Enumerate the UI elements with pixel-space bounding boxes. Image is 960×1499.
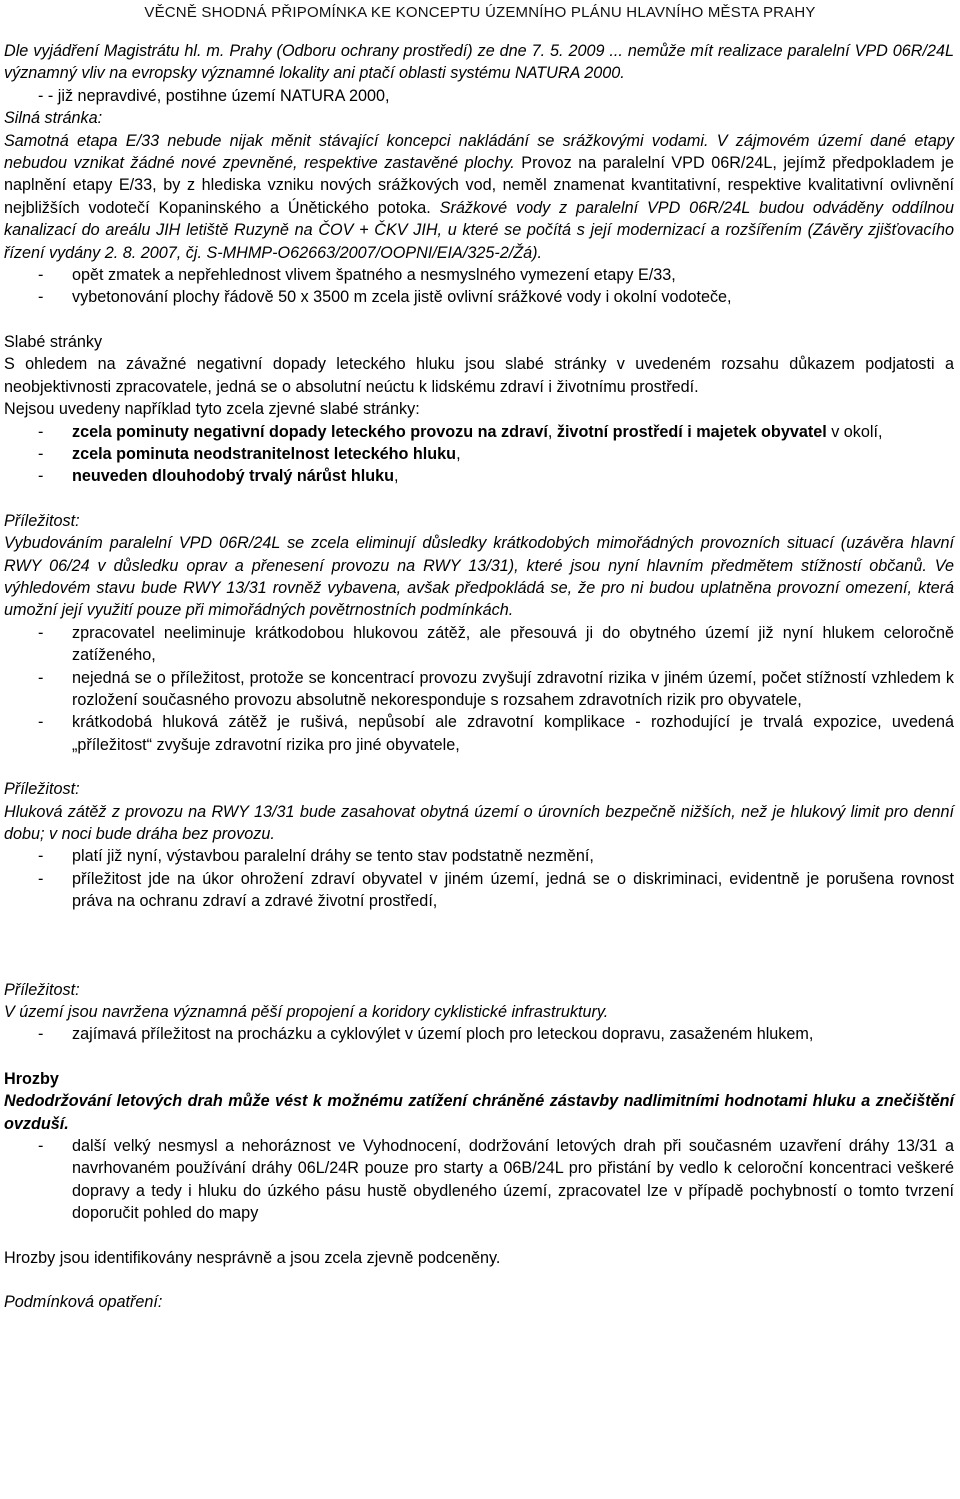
opportunity-heading: Příležitost:	[4, 511, 80, 530]
list-item: - platí již nyní, výstavbou paralelní dráhy se tento stav podstatně nezmění,	[4, 845, 954, 867]
conditions-heading: Podmínková opatření:	[4, 1293, 163, 1312]
list-item: - opět zmatek a nepřehlednost vlivem špatného a nesmyslného vymezení etapy E/33,	[4, 264, 954, 286]
natura-item: - - již nepravdivé, postihne území NATURA 2000,	[38, 86, 390, 105]
opportunity-paragraph: V území jsou navržena významná pěší propojení a koridory cyklistické infrastruktury.	[4, 1003, 609, 1022]
list-item	[4, 443, 954, 465]
list-item: - vybetonování plochy řádově 50 x 3500 m zcela jistě ovlivní srážkové vody i okolní vodoteče,	[4, 286, 954, 308]
threats-paragraph: Nedodržování letových drah může vést k možnému zatížení chráněné zástavby nadlimitními hodnotami hluku a znečištění ovzduší.	[4, 1092, 954, 1133]
list-item	[4, 421, 954, 443]
opportunity-heading: Příležitost:	[4, 780, 80, 799]
opportunity-heading: Příležitost:	[4, 980, 80, 999]
opportunity-comments	[4, 845, 954, 912]
separator-text: ,	[547, 422, 557, 441]
list-item: - zpracovatel neeliminuje krátkodobou hlukovou zátěž, ale přesouvá ji do obytného území již nyní hlukem celoročně zatíženého,	[4, 622, 954, 667]
opportunity-comments	[4, 622, 954, 756]
weakness-intro: Nejsou uvedeny například tyto zcela zjevné slabé stránky:	[4, 400, 420, 419]
opportunity-comments	[4, 1023, 954, 1045]
threats-conclusion: Hrozby jsou identifikovány nesprávně a jsou zcela zjevně podceněny.	[4, 1248, 501, 1267]
intro-paragraph: Dle vyjádření Magistrátu hl. m. Prahy (Odboru ochrany prostředí) ze dne 7. 5. 2009 ... nemůže mít realizace paralelní VPD 06R/24L významný vliv na evropsky významné lokality ani ptačí oblasti systému NATURA 2000.	[4, 42, 954, 83]
threats-comments	[4, 1135, 954, 1225]
bold-text: zcela pominuta neodstranitelnost leteckého hluku	[72, 444, 457, 463]
weakness-paragraph: S ohledem na závažné negativní dopady leteckého hluku jsou slabé stránky v uvedeném rozsahu důkazem podjatosti a neobjektivnosti zpracovatele, jedná se o absolutní neúctu k lidskému zdraví i životnímu prostředí.	[4, 355, 954, 396]
tail-text: v okolí,	[826, 422, 883, 441]
tail-text: ,	[394, 467, 399, 486]
document-body	[4, 40, 954, 1314]
list-item: - další velký nesmysl a nehoráznost ve Vyhodnocení, dodržování letových drah při současném uzavření dráhy 13/31 a navrhovaném používání dráhy 06L/24R pouze pro starty a 06B/24L pro přistání by vedlo k celoroční koncentraci veškeré dopravy a tedy i hluku do úzkého pásu hustě obydleného území, zpracovatel lze v případě pochybností o tomto tvrzení doporučit pohled do mapy	[4, 1135, 954, 1225]
bold-text: neuveden dlouhodobý trvalý nárůst hluku	[72, 467, 394, 486]
threats-heading: Hrozby	[4, 1069, 59, 1088]
list-item: - nejedná se o příležitost, protože se koncentrací provozu zvyšují zdravotní rizika v jiném území, počet stížností vzhledem k rozložení současného provozu absolutně nekoresponduje s rozsahem zdravotních rizik pro obyvatele,	[4, 667, 954, 712]
strength-comments	[4, 264, 954, 309]
strength-text-normal: Provoz na paralelní VPD 06R/24L, jejímž předpokladem je naplnění etapy E/33, by z hlediska vzniku nových srážkových vod, neměl znamenat kvantitativní, respektive kvalitativní ovlivnění nejbližších vodotečí Kopaninského a Únětického potoka.	[4, 154, 954, 217]
weakness-list	[4, 421, 954, 488]
opportunity-paragraph: Hluková zátěž z provozu na RWY 13/31 bude zasahovat obytná území o úrovních bezpečně nižších, než je hlukový limit pro denní dobu; v noci bude dráha bez provozu.	[4, 802, 954, 843]
bold-text: životní prostředí i majetek obyvatel	[556, 422, 827, 441]
running-header: VĚCNĚ SHODNÁ PŘIPOMÍNKA KE KONCEPTU ÚZEMNÍHO PLÁNU HLAVNÍHO MĚSTA PRAHY	[144, 4, 816, 21]
strength-heading: Silná stránka:	[4, 109, 103, 128]
list-item: - zajímavá příležitost na procházku a cyklovýlet v území ploch pro leteckou dopravu, zasaženém hlukem,	[4, 1023, 954, 1045]
strength-text-italic-2: Srážkové vody z paralelní VPD 06R/24L budou odváděny oddílnou kanalizací do areálu JIH letiště Ruzyně na ČOV + ČKV JIH, u které se počítá s její modernizací a rozšířením (Závěry zjišťovacího řízení vydány 2. 8. 2007, čj. S-MHMP-O62663/2007/OOPNI/EIA/325-2/Žá).	[4, 198, 955, 262]
list-item: - příležitost jde na úkor ohrožení zdraví obyvatel v jiném území, jedná se o diskriminaci, evidentně je porušena rovnost práva na ochranu zdraví a zdravé životní prostředí,	[4, 868, 954, 913]
opportunity-paragraph: Vybudováním paralelní VPD 06R/24L se zcela eliminují důsledky krátkodobých mimořádných provozních situací (uzávěra hlavní RWY 06/24 v důsledku oprav a přenesení provozu na RWY 13/31), které jsou nyní hlavním předmětem stížností občanů. Ve výhledovém stavu bude RWY 13/31 rovněž vybavena, avšak předpokládá se, že pro ni budou uplatněna provozní omezení, která umožní její využití pouze při mimořádných povětrnostních podmínkách.	[4, 534, 954, 620]
strength-paragraph	[4, 130, 954, 264]
list-item	[4, 465, 954, 487]
list-item: - krátkodobá hluková zátěž je rušivá, nepůsobí ale zdravotní komplikace - rozhodující je trvalá expozice, uvedená „příležitost“ zvyšuje zdravotní rizika pro jiné obyvatele,	[4, 711, 954, 756]
strength-text-italic: Samotná etapa E/33 nebude nijak měnit stávající koncepci nakládání se srážkovými vodami. V zájmovém území dané etapy nebudou vznikat žádné nové zpevněné, respektive zastavěné plochy.	[4, 131, 954, 173]
bold-text: zcela pominuty negativní dopady leteckého provozu na zdraví	[72, 422, 548, 441]
weakness-heading: Slabé stránky	[4, 332, 103, 351]
tail-text: ,	[456, 444, 461, 463]
